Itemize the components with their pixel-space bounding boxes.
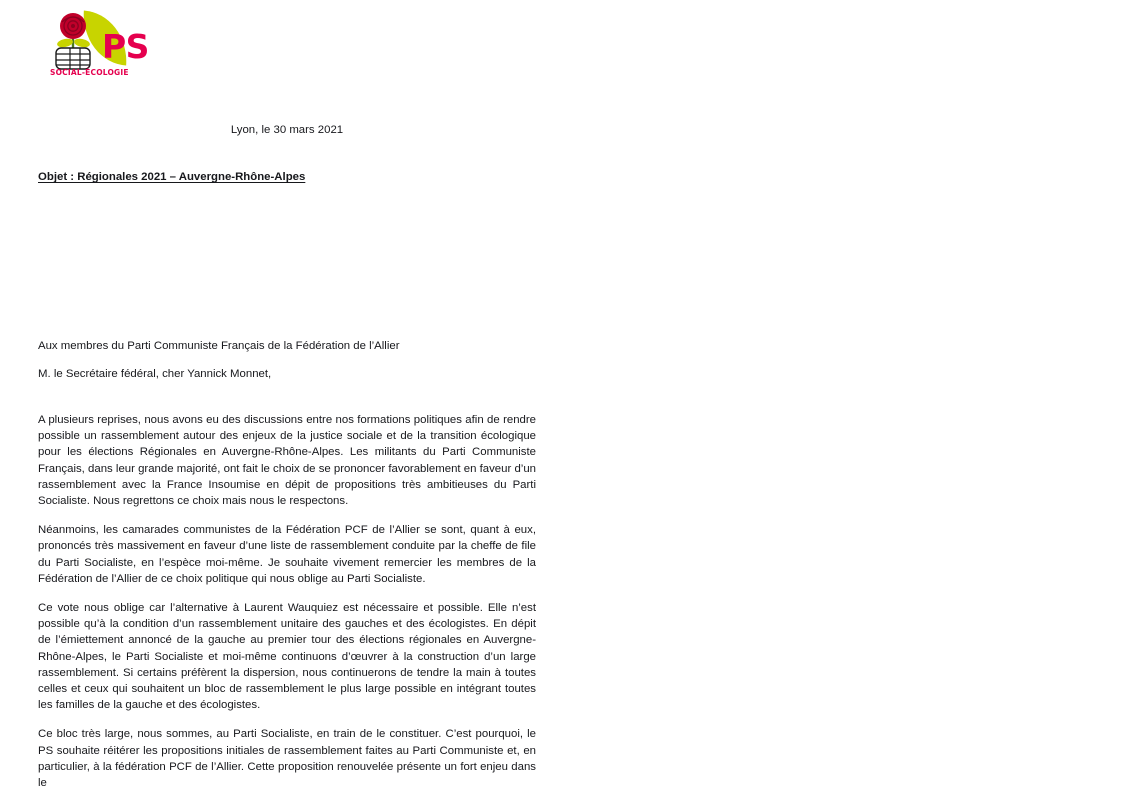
ps-party-logo — [40, 10, 160, 78]
paragraph: Néanmoins, les camarades communistes de la Fédération PCF de l’Allier se sont, quant à eux, prononcés très massivement en faveur d’une liste de rassemblement conduite par la cheffe de file du Parti Socialiste, en l’espèce moi-même. Je souhaite vivement remercier les membres de la Fédération de l’Allier de ce choix politique qui nous oblige au Parti Socialiste. — [38, 524, 536, 585]
logo-tagline: SOCIAL-ÉCOLOGIE — [50, 68, 129, 77]
rose-and-fist-icon — [40, 10, 110, 72]
page-1-body — [38, 412, 536, 804]
paragraph: Ce vote nous oblige car l’alternative à Laurent Wauquiez est nécessaire et possible. Elle n’est possible qu’à la condition d’un rassemblement unitaire des gauches et des écologistes. En dépit de l’émiettement annoncé de la gauche au premier tour des élections régionales en Auvergne-Rhône-Alpes, le Parti Socialiste et moi-même continuons d’œuvrer à la construction d’un large rassemblement. Si certains préfèrent la dispersion, nous continuerons de tendre la main à toutes celles et ceux qui souhaitent un bloc de rassemblement le plus large possible en intégrant toutes les familles de la gauche et des écologistes. — [38, 602, 536, 712]
addressee-line-1: Aux membres du Parti Communiste Français de la Fédération de l’Allier — [38, 340, 400, 352]
addressee-line-2: M. le Secrétaire fédéral, cher Yannick Monnet, — [38, 368, 272, 380]
addressee-block — [38, 340, 536, 396]
logo-ps-initials: PS — [102, 27, 149, 66]
paragraph: A plusieurs reprises, nous avons eu des discussions entre nos formations politiques afin de rendre possible un rassemblement autour des enjeux de la justice sociale et de la transition écologique pour les élections Régionales en Auvergne-Rhône-Alpes. Les militants du Parti Communiste Français, dans leur grande majorité, ont fait le choix de se prononcer favorablement en faveur d’un rassemblement avec la France Insoumise en dépit de propositions très ambitieuses du Parti Socialiste. Nous regrettons ce choix mais nous le respectons. — [38, 414, 536, 508]
date-line: Lyon, le 30 mars 2021 — [230, 124, 344, 136]
subject-line: Objet : Régionales 2021 – Auvergne-Rhône-Alpes — [38, 171, 306, 183]
document-page-2 — [573, 0, 1146, 762]
paragraph: Ce bloc très large, nous sommes, au Parti Socialiste, en train de le constituer. C’est pourquoi, le PS souhaite réitérer les propositions initiales de rassemblement faites au Parti Communiste et, en particulier, à la fédération PCF de l’Allier. Cette proposition renouvelée présente un fort enjeu dans le — [38, 728, 536, 790]
document-page-1 — [0, 0, 573, 790]
